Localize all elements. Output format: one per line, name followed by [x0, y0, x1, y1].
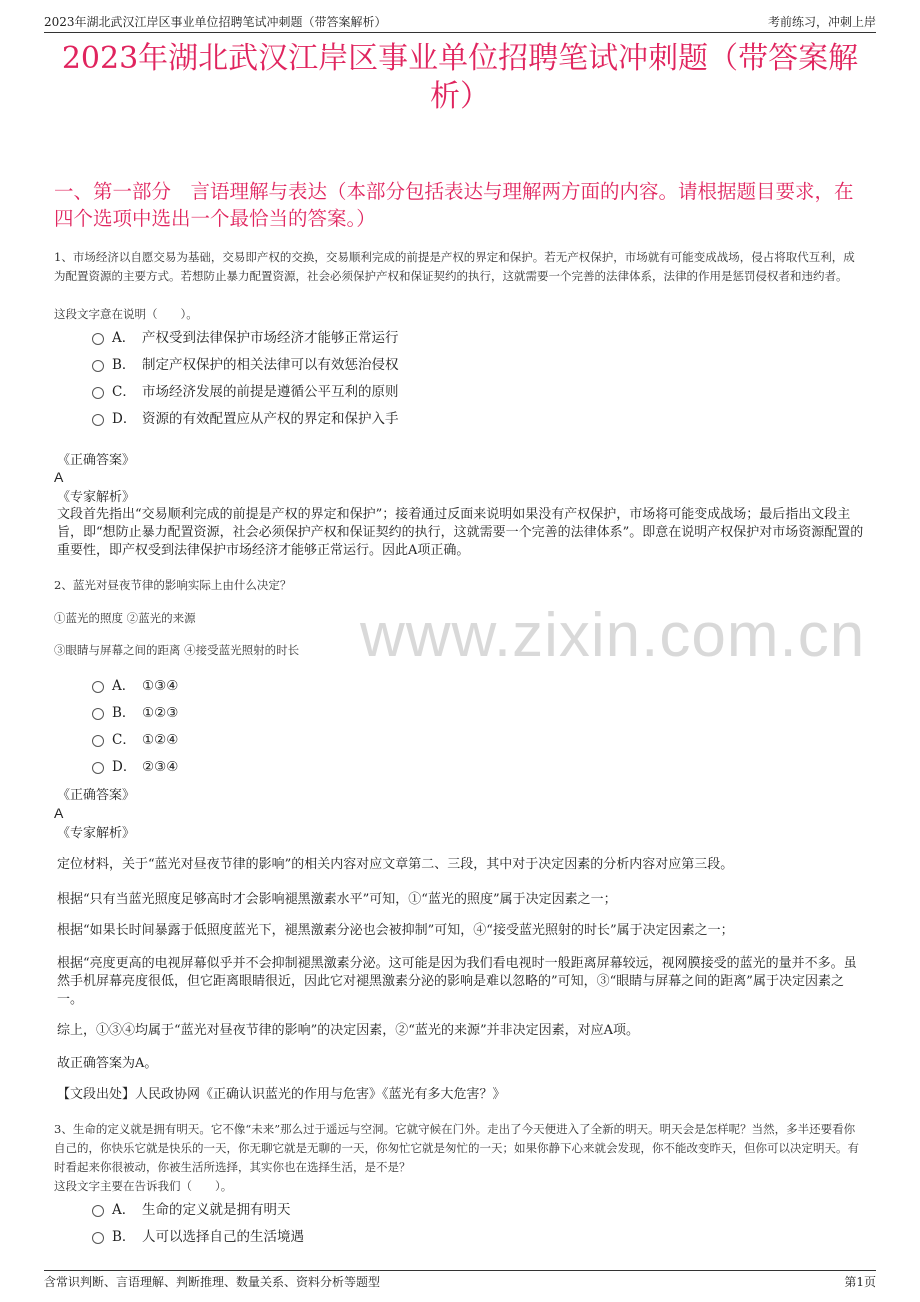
- radio-icon[interactable]: [92, 1232, 104, 1244]
- option-text: ②③④: [142, 759, 179, 775]
- q2-option-a[interactable]: [92, 676, 178, 696]
- q3-prompt: 这段文字主要在告诉我们（ ）。: [54, 1179, 233, 1193]
- q2-factors-2: ③眼睛与屏幕之间的距离 ④接受蓝光照射的时长: [54, 643, 300, 657]
- q2-answer: A: [54, 805, 64, 821]
- header-doc-title: 2023年湖北武汉江岸区事业单位招聘笔试冲刺题（带答案解析）: [44, 15, 387, 29]
- radio-icon[interactable]: [92, 762, 104, 774]
- radio-icon[interactable]: [92, 708, 104, 720]
- option-letter: B．: [112, 1229, 136, 1245]
- option-text: ①③④: [142, 678, 179, 694]
- q3-stem: 3、生命的定义就是拥有明天。它不像“未来”那么过于遥远与空洞。它就守候在门外。走出了今天便进入了全新的明天。明天会是怎样呢？当然，多半还要看你自己的，你快乐它就是快乐的一天，你无聊它就是无聊的一天，你匆忙它就是匆忙的一天；如果你静下心来就会发现，你不能改变昨天，但你可以决定明天。有时看起来你很被动，你被生活所选择，其实你也在选择生活，是不是？: [54, 1122, 859, 1174]
- option-text: 制定产权保护的相关法律可以有效惩治侵权: [142, 357, 399, 373]
- option-text: ①②③: [142, 705, 179, 721]
- header-slogan: 考前练习，冲刺上岸: [767, 15, 876, 29]
- q2-analysis-para: 故正确答案为A。: [57, 1056, 158, 1071]
- option-letter: D．: [112, 759, 137, 775]
- q1-answer: A: [54, 469, 64, 485]
- option-text: 生命的定义就是拥有明天: [142, 1202, 291, 1218]
- radio-icon[interactable]: [92, 387, 104, 399]
- q2-analysis-label: 《专家解析》: [57, 826, 136, 841]
- q2-analysis-para: 根据“如果长时间暴露于低照度蓝光下，褪黑激素分泌也会被抑制”可知，④“接受蓝光照射的时长”属于决定因素之一；: [57, 923, 734, 938]
- q2-stem: 2、蓝光对昼夜节律的影响实际上由什么决定？: [54, 578, 292, 592]
- radio-icon[interactable]: [92, 414, 104, 426]
- q2-analysis-para: 定位材料，关于“蓝光对昼夜节律的影响”的相关内容对应文章第二、三段，其中对于决定因素的分析内容对应第三段。: [57, 857, 734, 872]
- document-title: 2023年湖北武汉江岸区事业单位招聘笔试冲刺题（带答案解析）: [61, 41, 859, 114]
- q1-analysis: 文段首先指出“交易顺利完成的前提是产权的界定和保护”；接着通过反面来说明如果没有产权保护，市场将可能变成战场；最后指出文段主旨，即“想防止暴力配置资源，社会必须保护产权和保证契约的执行，这就需要一个完善的法律体系”。即意在说明产权保护对市场资源配置的重要性，即产权受到法律保护市场经济才能够正常运行。因此A项正确。: [57, 507, 864, 558]
- option-letter: C．: [112, 732, 136, 748]
- radio-icon[interactable]: [92, 735, 104, 747]
- option-text: 产权受到法律保护市场经济才能够正常运行: [142, 330, 399, 346]
- footer-topics: 含常识判断、言语理解、判断推理、数量关系、资料分析等题型: [44, 1275, 381, 1289]
- option-letter: B．: [112, 357, 136, 373]
- option-letter: A．: [112, 330, 136, 346]
- option-text: ①②④: [142, 732, 179, 748]
- option-text: 市场经济发展的前提是遵循公平互利的原则: [142, 384, 399, 400]
- q2-analysis-para: 综上，①③④均属于“蓝光对昼夜节律的影响”的决定因素，②“蓝光的来源”并非决定因素，对应A项。: [57, 1023, 639, 1038]
- q1-option-d[interactable]: [92, 409, 399, 429]
- q1-prompt: 这段文字意在说明（ ）。: [54, 307, 198, 321]
- q2-source: 【文段出处】人民政协网《正确认识蓝光的作用与危害》《蓝光有多大危害？》: [57, 1087, 506, 1102]
- option-letter: D．: [112, 411, 137, 427]
- q1-analysis-label: 《专家解析》: [57, 490, 136, 505]
- radio-icon[interactable]: [92, 1205, 104, 1217]
- option-letter: A．: [112, 678, 136, 694]
- q1-stem: 1、市场经济以自愿交易为基础，交易即产权的交换，交易顺利完成的前提是产权的界定和保护。若无产权保护，市场就有可能变成战场，侵占将取代互利，成为配置资源的主要方式。若想防止暴力配置资源，社会必须保护产权和保证契约的执行，这就需要一个完善的法律体系，法律的作用是惩罚侵权者和违约者。: [54, 250, 855, 283]
- q1-option-b[interactable]: [92, 355, 399, 375]
- page-footer: [44, 1270, 876, 1293]
- option-text: 人可以选择自己的生活境遇: [142, 1229, 304, 1245]
- watermark: www.zixin.com.cn: [360, 601, 866, 670]
- q3-option-b[interactable]: [92, 1227, 304, 1247]
- option-letter: C．: [112, 384, 136, 400]
- radio-icon[interactable]: [92, 333, 104, 345]
- q2-factors-1: ①蓝光的照度 ②蓝光的来源: [54, 611, 196, 625]
- q2-option-d[interactable]: [92, 757, 178, 777]
- q3-option-a[interactable]: [92, 1200, 291, 1220]
- page-header: [44, 10, 876, 33]
- radio-icon[interactable]: [92, 360, 104, 372]
- option-letter: B．: [112, 705, 136, 721]
- q1-answer-label: 《正确答案》: [57, 453, 136, 468]
- option-letter: A．: [112, 1202, 136, 1218]
- section-heading: 一、第一部分 言语理解与表达（本部分包括表达与理解两方面的内容。请根据题目要求，在四个选项中选出一个最恰当的答案。）: [54, 180, 854, 230]
- radio-icon[interactable]: [92, 681, 104, 693]
- q2-analysis-para: 根据“只有当蓝光照度足够高时才会影响褪黑激素水平”可知，①“蓝光的照度”属于决定因素之一；: [57, 892, 617, 907]
- page-number: 第1页: [844, 1275, 876, 1289]
- option-text: 资源的有效配置应从产权的界定和保护入手: [142, 411, 399, 427]
- q2-answer-label: 《正确答案》: [57, 788, 136, 803]
- q1-option-a[interactable]: [92, 328, 399, 348]
- q2-analysis-para: 根据“亮度更高的电视屏幕似乎并不会抑制褪黑激素分泌。这可能是因为我们看电视时一般距离屏幕较远，视网膜接受的蓝光的量并不多。虽然手机屏幕亮度很低，但它距离眼睛很近，因此它对褪黑激素分泌的影响是难以忽略的”可知，③“眼睛与屏幕之间的距离”属于决定因素之一。: [57, 956, 857, 1007]
- q2-option-c[interactable]: [92, 730, 178, 750]
- q2-option-b[interactable]: [92, 703, 178, 723]
- q1-option-c[interactable]: [92, 382, 399, 402]
